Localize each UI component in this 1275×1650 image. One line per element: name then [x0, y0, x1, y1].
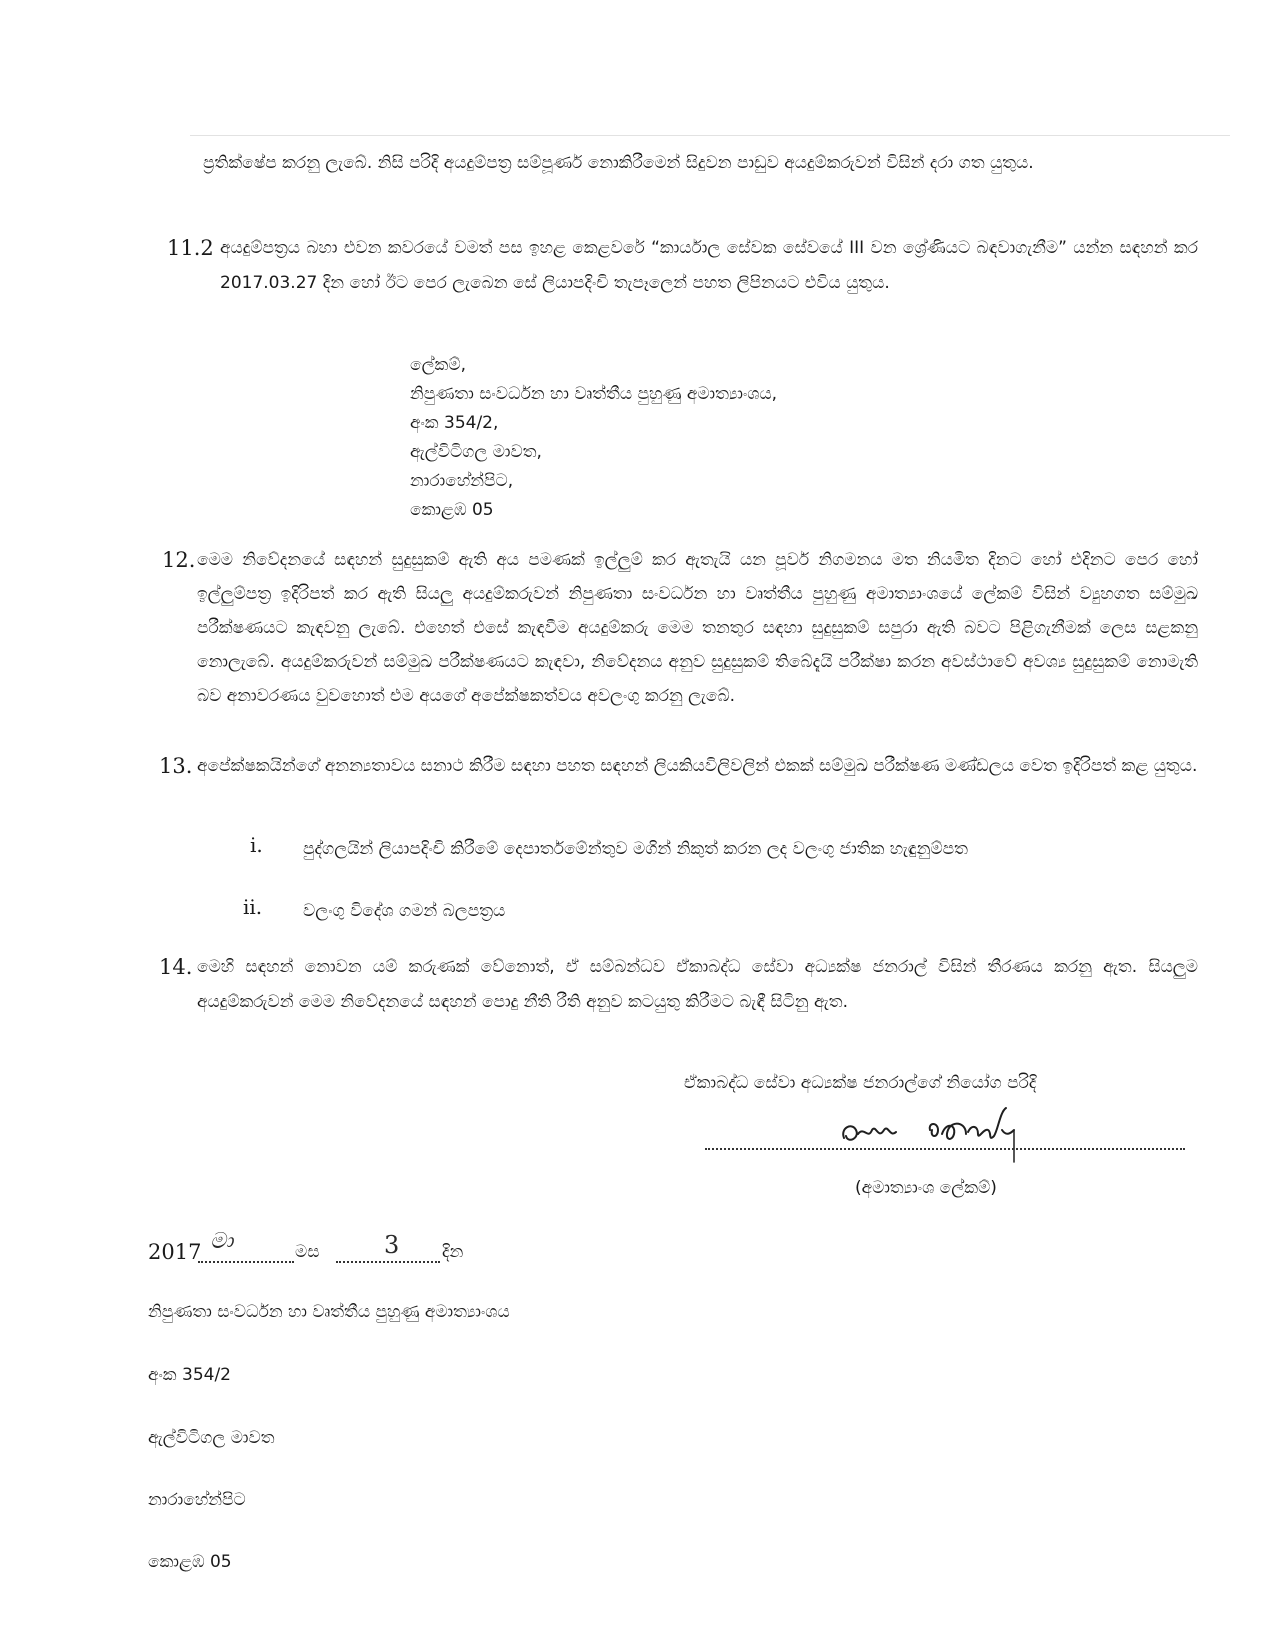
date-year: 2017: [148, 1240, 202, 1264]
handwritten-month: මා: [210, 1229, 234, 1254]
date-line: [148, 1229, 748, 1275]
address-line: ලේකම්,: [410, 355, 466, 375]
item-13-number: 13.: [159, 754, 193, 778]
day-label: දින: [442, 1242, 464, 1262]
signatory-title: (අමාත්‍යාංශ ලේකම්): [855, 1178, 997, 1198]
handwritten-signature: [838, 1100, 1058, 1164]
address-line: ඇල්විටිගල මාවත,: [410, 442, 542, 462]
date-dots: [336, 1261, 440, 1263]
date-dots: [198, 1261, 294, 1263]
handwritten-day: 3: [384, 1231, 400, 1259]
sub-item-marker: ii.: [243, 895, 263, 919]
item-14-number: 14.: [159, 955, 193, 979]
footer-address-line: කොළඹ 05: [148, 1552, 232, 1572]
footer-address-line: අංක 354/2: [148, 1365, 231, 1385]
sub-item-text: වලංගු විදේශ ගමන් බලපත්‍රය: [303, 901, 506, 921]
signature-line: [705, 1148, 1185, 1150]
month-label: මස: [295, 1242, 320, 1262]
address-line: කොළඹ 05: [410, 500, 494, 520]
item-13-text: අපේක්ෂකයින්ගේ අනන්‍යතාවය සනාථ කිරීම සඳහා පහත සඳහන් ලියකියවිලිවලින් එකක් සම්මුඛ පරීක්ෂණ මණ්ඩලය වෙත ඉදිරිපත් කළ යුතුය.: [197, 756, 1198, 776]
sub-item-text: පුද්ගලයින් ලියාපදිංචි කිරීමේ දෙපාර්තමේන්තුව මගින් නිකුත් කරන ලද වලංගු ජාතික හැඳුනුම්පත: [303, 839, 968, 859]
top-divider: [190, 135, 1230, 136]
item-12-number: 12.: [162, 548, 196, 572]
address-line: අංක 354/2,: [410, 413, 499, 433]
item-11-2-text: අයදුම්පත්‍රය බහා එවන කවරයේ වමත් පස ඉහළ කෙළවරේ “කාර්යාල සේවක සේවයේ III වන ශ්‍රේණියට බඳවාගැනීම” යන්න සඳහන් කර 2017.03.27 දින හෝ ඊට පෙර ලැබෙන සේ ලියාපදිංචි තැපෑලෙන් පහත ලිපිනයට එවිය යුතුය.: [220, 238, 1198, 293]
sub-item-marker: i.: [250, 833, 263, 857]
address-line: නිපුණතා සංවර්ධන හා වෘත්තීය පුහුණු අමාත්‍යාංශය,: [410, 384, 778, 404]
footer-address-line: නිපුණතා සංවර්ධන හා වෘත්තීය පුහුණු අමාත්‍යාංශය: [148, 1302, 510, 1322]
footer-address-line: නාරාහේන්පිට: [148, 1490, 246, 1510]
mailing-address: [410, 351, 777, 525]
item-14-text: මෙහි සඳහන් නොවන යම් කරුණක් වේනොත්, ඒ සම්බන්ධව ඒකාබද්ධ සේවා අධ්‍යක්ෂ ජනරාල් විසින් තීරණය කරනු ඇත. සියලුම අයදුම්කරුවන් මෙම නිවේදනයේ සඳහන් පොදු නීති රීති අනුව කටයුතු කිරීමට බැඳී සිටිනු ඇත.: [197, 957, 1198, 1012]
signing-authority: ඒකාබද්ධ සේවා අධ්‍යක්ෂ ජනරාල්ගේ නියෝග පරිදි: [684, 1073, 1037, 1093]
item-11-2-number: 11.2: [167, 236, 214, 260]
continuation-paragraph: ප්‍රතික්ෂේප කරනු ලැබේ. නිසි පරිදි අයදුම්පත්‍ර සම්පූර්ණ නොකිරීමෙන් සිදුවන පාඩුව අයදුම්කරුවන් විසින් දරා ගත යුතුය.: [203, 153, 1034, 173]
address-line: නාරාහේන්පිට,: [410, 471, 514, 491]
item-12-text: මෙම නිවේදනයේ සඳහන් සුදුසුකම් ඇති අය පමණක් ඉල්ලුම් කර ඇතැයි යන පූර්ව නිගමනය මත නියමිත දිනට හෝ එදිනට පෙර හෝ ඉල්ලුම්පත්‍ර ඉදිරිපත් කර ඇති සියලු අයදුම්කරුවන් නිපුණතා සංවර්ධන හා වෘත්තීය පුහුණු අමාත්‍යාංශයේ ලේකම් විසින් ව්‍යුහගත සම්මුඛ පරීක්ෂණයට කැඳවනු ලැබේ. එහෙත් එසේ කැඳවීම අයදුම්කරු මෙම තනතුර සඳහා සුදුසුකම් සපුරා ඇති බවට පිළිගැනීමක් ලෙස සළකනු නොලැබේ. අයදුම්කරුවන් සම්මුඛ පරීක්ෂණයට කැඳවා, නිවේදනය අනුව සුදුසුකම් තිබේදැයි පරීක්ෂා කරන අවස්ථාවේ අවශ්‍ය සුදුසුකම් නොමැති බව අනාවරණය වුවහොත් එම අයගේ අපේක්ෂකත්වය අවලංගු කරනු ලැබේ.: [197, 550, 1198, 706]
footer-address-line: ඇල්විටිගල මාවත: [148, 1428, 275, 1448]
